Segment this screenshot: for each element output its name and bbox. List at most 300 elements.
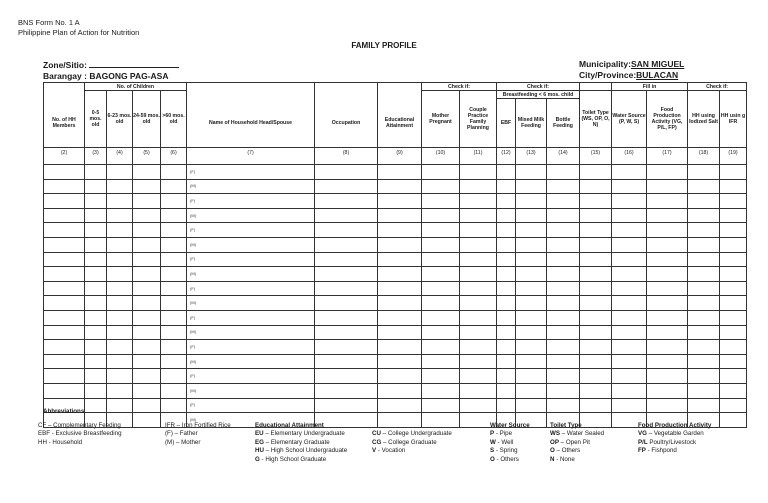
- table-cell[interactable]: [161, 369, 187, 384]
- table-cell[interactable]: [516, 296, 547, 311]
- table-cell[interactable]: [547, 208, 580, 223]
- table-cell[interactable]: [647, 340, 688, 355]
- household-head-cell[interactable]: (M): [187, 413, 315, 428]
- table-cell[interactable]: [133, 252, 161, 267]
- table-cell[interactable]: [688, 354, 720, 369]
- table-cell[interactable]: [315, 354, 378, 369]
- table-cell[interactable]: [44, 383, 85, 398]
- table-cell[interactable]: [161, 398, 187, 413]
- table-cell[interactable]: [378, 281, 422, 296]
- table-cell[interactable]: [612, 340, 647, 355]
- table-cell[interactable]: [720, 413, 747, 428]
- household-head-cell[interactable]: (F): [187, 398, 315, 413]
- table-cell[interactable]: [580, 165, 612, 180]
- table-cell[interactable]: [107, 194, 133, 209]
- table-cell[interactable]: [516, 208, 547, 223]
- table-cell[interactable]: [107, 340, 133, 355]
- table-cell[interactable]: [133, 194, 161, 209]
- table-cell[interactable]: [85, 252, 107, 267]
- table-cell[interactable]: [422, 194, 460, 209]
- table-cell[interactable]: [688, 237, 720, 252]
- table-cell[interactable]: [378, 165, 422, 180]
- table-cell[interactable]: [85, 383, 107, 398]
- table-cell[interactable]: [44, 179, 85, 194]
- table-cell[interactable]: [422, 340, 460, 355]
- table-cell[interactable]: [378, 369, 422, 384]
- table-cell[interactable]: [516, 340, 547, 355]
- table-cell[interactable]: [315, 223, 378, 238]
- table-cell[interactable]: [460, 194, 497, 209]
- table-cell[interactable]: [315, 208, 378, 223]
- table-cell[interactable]: [85, 267, 107, 282]
- table-cell[interactable]: [547, 267, 580, 282]
- table-cell[interactable]: [460, 267, 497, 282]
- table-cell[interactable]: [133, 237, 161, 252]
- table-cell[interactable]: [44, 296, 85, 311]
- table-cell[interactable]: [107, 281, 133, 296]
- table-cell[interactable]: [460, 237, 497, 252]
- table-cell[interactable]: [315, 340, 378, 355]
- table-cell[interactable]: [422, 237, 460, 252]
- table-cell[interactable]: [497, 340, 516, 355]
- table-cell[interactable]: [647, 223, 688, 238]
- table-cell[interactable]: [315, 179, 378, 194]
- table-cell[interactable]: [647, 383, 688, 398]
- table-cell[interactable]: [422, 369, 460, 384]
- table-cell[interactable]: [497, 208, 516, 223]
- table-cell[interactable]: [161, 267, 187, 282]
- table-cell[interactable]: [133, 398, 161, 413]
- table-cell[interactable]: [44, 252, 85, 267]
- table-cell[interactable]: [688, 194, 720, 209]
- table-cell[interactable]: [460, 208, 497, 223]
- table-cell[interactable]: [580, 383, 612, 398]
- table-cell[interactable]: [497, 223, 516, 238]
- household-head-cell[interactable]: (M): [187, 208, 315, 223]
- table-cell[interactable]: [516, 223, 547, 238]
- table-cell[interactable]: [547, 237, 580, 252]
- table-cell[interactable]: [460, 252, 497, 267]
- table-cell[interactable]: [460, 310, 497, 325]
- table-cell[interactable]: [547, 296, 580, 311]
- table-cell[interactable]: [497, 398, 516, 413]
- table-cell[interactable]: [85, 369, 107, 384]
- table-cell[interactable]: [161, 383, 187, 398]
- table-cell[interactable]: [85, 398, 107, 413]
- table-cell[interactable]: [612, 325, 647, 340]
- table-cell[interactable]: [547, 383, 580, 398]
- table-cell[interactable]: [44, 369, 85, 384]
- table-cell[interactable]: [647, 252, 688, 267]
- table-cell[interactable]: [107, 354, 133, 369]
- table-cell[interactable]: [85, 340, 107, 355]
- table-cell[interactable]: [516, 194, 547, 209]
- table-cell[interactable]: [497, 165, 516, 180]
- household-head-cell[interactable]: (F): [187, 165, 315, 180]
- table-cell[interactable]: [378, 208, 422, 223]
- table-cell[interactable]: [422, 281, 460, 296]
- table-cell[interactable]: [460, 165, 497, 180]
- table-cell[interactable]: [720, 194, 747, 209]
- table-cell[interactable]: [688, 296, 720, 311]
- table-cell[interactable]: [107, 310, 133, 325]
- table-cell[interactable]: [612, 179, 647, 194]
- table-cell[interactable]: [85, 165, 107, 180]
- table-cell[interactable]: [378, 252, 422, 267]
- table-cell[interactable]: [720, 208, 747, 223]
- table-cell[interactable]: [107, 165, 133, 180]
- table-cell[interactable]: [315, 296, 378, 311]
- table-cell[interactable]: [107, 208, 133, 223]
- table-cell[interactable]: [720, 354, 747, 369]
- household-head-cell[interactable]: (F): [187, 340, 315, 355]
- table-cell[interactable]: [580, 398, 612, 413]
- table-cell[interactable]: [107, 296, 133, 311]
- table-cell[interactable]: [133, 354, 161, 369]
- table-cell[interactable]: [378, 237, 422, 252]
- table-cell[interactable]: [612, 267, 647, 282]
- table-cell[interactable]: [612, 398, 647, 413]
- table-cell[interactable]: [688, 398, 720, 413]
- table-cell[interactable]: [688, 383, 720, 398]
- table-cell[interactable]: [720, 223, 747, 238]
- table-cell[interactable]: [516, 252, 547, 267]
- table-cell[interactable]: [516, 398, 547, 413]
- table-cell[interactable]: [580, 281, 612, 296]
- table-cell[interactable]: [516, 179, 547, 194]
- table-cell[interactable]: [516, 237, 547, 252]
- table-cell[interactable]: [44, 340, 85, 355]
- table-cell[interactable]: [647, 208, 688, 223]
- table-cell[interactable]: [497, 252, 516, 267]
- table-cell[interactable]: [688, 369, 720, 384]
- table-cell[interactable]: [516, 281, 547, 296]
- table-cell[interactable]: [720, 383, 747, 398]
- household-head-cell[interactable]: (M): [187, 179, 315, 194]
- table-cell[interactable]: [315, 369, 378, 384]
- table-cell[interactable]: [647, 237, 688, 252]
- table-cell[interactable]: [85, 310, 107, 325]
- table-cell[interactable]: [133, 165, 161, 180]
- table-cell[interactable]: [612, 252, 647, 267]
- table-cell[interactable]: [688, 310, 720, 325]
- table-cell[interactable]: [516, 354, 547, 369]
- table-cell[interactable]: [547, 194, 580, 209]
- table-cell[interactable]: [133, 208, 161, 223]
- table-cell[interactable]: [516, 325, 547, 340]
- table-cell[interactable]: [422, 296, 460, 311]
- table-cell[interactable]: [44, 354, 85, 369]
- table-cell[interactable]: [647, 267, 688, 282]
- table-cell[interactable]: [378, 267, 422, 282]
- table-cell[interactable]: [688, 179, 720, 194]
- table-cell[interactable]: [161, 165, 187, 180]
- table-cell[interactable]: [688, 208, 720, 223]
- table-cell[interactable]: [647, 194, 688, 209]
- table-cell[interactable]: [378, 325, 422, 340]
- table-cell[interactable]: [133, 267, 161, 282]
- table-cell[interactable]: [133, 223, 161, 238]
- table-cell[interactable]: [85, 237, 107, 252]
- table-cell[interactable]: [547, 179, 580, 194]
- table-cell[interactable]: [44, 281, 85, 296]
- table-cell[interactable]: [720, 281, 747, 296]
- table-cell[interactable]: [516, 369, 547, 384]
- table-cell[interactable]: [460, 296, 497, 311]
- table-cell[interactable]: [44, 165, 85, 180]
- table-cell[interactable]: [497, 179, 516, 194]
- table-cell[interactable]: [107, 252, 133, 267]
- table-cell[interactable]: [547, 354, 580, 369]
- household-head-cell[interactable]: (F): [187, 281, 315, 296]
- table-cell[interactable]: [85, 223, 107, 238]
- table-cell[interactable]: [315, 165, 378, 180]
- table-cell[interactable]: [497, 194, 516, 209]
- table-cell[interactable]: [161, 194, 187, 209]
- table-cell[interactable]: [647, 369, 688, 384]
- table-cell[interactable]: [720, 325, 747, 340]
- table-cell[interactable]: [85, 325, 107, 340]
- table-cell[interactable]: [378, 296, 422, 311]
- table-cell[interactable]: [422, 179, 460, 194]
- table-cell[interactable]: [422, 325, 460, 340]
- table-cell[interactable]: [422, 223, 460, 238]
- table-cell[interactable]: [460, 369, 497, 384]
- table-cell[interactable]: [107, 267, 133, 282]
- table-cell[interactable]: [161, 252, 187, 267]
- table-cell[interactable]: [688, 165, 720, 180]
- table-cell[interactable]: [161, 340, 187, 355]
- table-cell[interactable]: [133, 383, 161, 398]
- table-cell[interactable]: [516, 267, 547, 282]
- table-cell[interactable]: [44, 208, 85, 223]
- table-cell[interactable]: [612, 237, 647, 252]
- table-cell[interactable]: [422, 413, 460, 428]
- table-cell[interactable]: [133, 179, 161, 194]
- household-head-cell[interactable]: (M): [187, 383, 315, 398]
- table-cell[interactable]: [497, 237, 516, 252]
- household-head-cell[interactable]: (F): [187, 252, 315, 267]
- table-cell[interactable]: [44, 310, 85, 325]
- table-cell[interactable]: [378, 194, 422, 209]
- table-cell[interactable]: [720, 179, 747, 194]
- table-cell[interactable]: [497, 281, 516, 296]
- table-cell[interactable]: [85, 354, 107, 369]
- table-cell[interactable]: [133, 281, 161, 296]
- table-cell[interactable]: [580, 325, 612, 340]
- table-cell[interactable]: [720, 237, 747, 252]
- table-cell[interactable]: [422, 383, 460, 398]
- table-cell[interactable]: [612, 296, 647, 311]
- table-cell[interactable]: [612, 354, 647, 369]
- table-cell[interactable]: [497, 369, 516, 384]
- table-cell[interactable]: [44, 194, 85, 209]
- table-cell[interactable]: [161, 354, 187, 369]
- table-cell[interactable]: [315, 325, 378, 340]
- table-cell[interactable]: [460, 383, 497, 398]
- table-cell[interactable]: [647, 179, 688, 194]
- table-cell[interactable]: [44, 325, 85, 340]
- table-cell[interactable]: [688, 267, 720, 282]
- table-cell[interactable]: [647, 281, 688, 296]
- household-head-cell[interactable]: (F): [187, 194, 315, 209]
- table-cell[interactable]: [580, 194, 612, 209]
- table-cell[interactable]: [497, 383, 516, 398]
- table-cell[interactable]: [161, 237, 187, 252]
- household-head-cell[interactable]: (M): [187, 296, 315, 311]
- table-cell[interactable]: [422, 252, 460, 267]
- table-cell[interactable]: [378, 179, 422, 194]
- table-cell[interactable]: [315, 252, 378, 267]
- table-cell[interactable]: [516, 310, 547, 325]
- table-cell[interactable]: [133, 325, 161, 340]
- table-cell[interactable]: [688, 325, 720, 340]
- table-cell[interactable]: [580, 179, 612, 194]
- table-cell[interactable]: [460, 223, 497, 238]
- table-cell[interactable]: [612, 383, 647, 398]
- table-cell[interactable]: [107, 179, 133, 194]
- table-cell[interactable]: [107, 237, 133, 252]
- table-cell[interactable]: [647, 165, 688, 180]
- table-cell[interactable]: [612, 194, 647, 209]
- table-cell[interactable]: [720, 340, 747, 355]
- table-cell[interactable]: [497, 325, 516, 340]
- table-cell[interactable]: [497, 354, 516, 369]
- table-cell[interactable]: [315, 194, 378, 209]
- table-cell[interactable]: [422, 354, 460, 369]
- table-cell[interactable]: [460, 281, 497, 296]
- table-cell[interactable]: [315, 310, 378, 325]
- table-cell[interactable]: [516, 165, 547, 180]
- table-cell[interactable]: [44, 237, 85, 252]
- table-cell[interactable]: [44, 223, 85, 238]
- household-head-cell[interactable]: (F): [187, 369, 315, 384]
- table-cell[interactable]: [161, 281, 187, 296]
- table-cell[interactable]: [580, 354, 612, 369]
- table-cell[interactable]: [612, 310, 647, 325]
- table-cell[interactable]: [497, 296, 516, 311]
- table-cell[interactable]: [85, 194, 107, 209]
- table-cell[interactable]: [315, 237, 378, 252]
- table-cell[interactable]: [422, 267, 460, 282]
- table-cell[interactable]: [720, 165, 747, 180]
- household-head-cell[interactable]: (F): [187, 223, 315, 238]
- table-cell[interactable]: [647, 310, 688, 325]
- household-head-cell[interactable]: (M): [187, 267, 315, 282]
- table-cell[interactable]: [161, 310, 187, 325]
- table-cell[interactable]: [580, 310, 612, 325]
- table-cell[interactable]: [612, 208, 647, 223]
- table-cell[interactable]: [580, 208, 612, 223]
- table-cell[interactable]: [378, 354, 422, 369]
- table-cell[interactable]: [497, 267, 516, 282]
- table-cell[interactable]: [647, 296, 688, 311]
- table-cell[interactable]: [85, 296, 107, 311]
- zone-input-line[interactable]: [89, 59, 179, 68]
- table-cell[interactable]: [720, 310, 747, 325]
- table-cell[interactable]: [688, 223, 720, 238]
- household-head-cell[interactable]: (M): [187, 237, 315, 252]
- table-cell[interactable]: [547, 281, 580, 296]
- table-cell[interactable]: [460, 179, 497, 194]
- table-cell[interactable]: [720, 252, 747, 267]
- table-cell[interactable]: [460, 354, 497, 369]
- table-cell[interactable]: [378, 340, 422, 355]
- table-cell[interactable]: [378, 398, 422, 413]
- table-cell[interactable]: [580, 223, 612, 238]
- table-cell[interactable]: [85, 208, 107, 223]
- household-head-cell[interactable]: (F): [187, 310, 315, 325]
- table-cell[interactable]: [647, 354, 688, 369]
- table-cell[interactable]: [133, 413, 161, 428]
- table-cell[interactable]: [580, 252, 612, 267]
- table-cell[interactable]: [460, 325, 497, 340]
- table-cell[interactable]: [161, 223, 187, 238]
- table-cell[interactable]: [85, 281, 107, 296]
- table-cell[interactable]: [422, 208, 460, 223]
- household-head-cell[interactable]: (M): [187, 325, 315, 340]
- table-cell[interactable]: [688, 252, 720, 267]
- table-cell[interactable]: [315, 398, 378, 413]
- table-cell[interactable]: [647, 325, 688, 340]
- table-cell[interactable]: [315, 267, 378, 282]
- table-cell[interactable]: [547, 369, 580, 384]
- table-cell[interactable]: [422, 310, 460, 325]
- table-cell[interactable]: [315, 383, 378, 398]
- table-cell[interactable]: [612, 223, 647, 238]
- table-cell[interactable]: [44, 267, 85, 282]
- table-cell[interactable]: [161, 296, 187, 311]
- table-cell[interactable]: [315, 281, 378, 296]
- table-cell[interactable]: [612, 165, 647, 180]
- table-cell[interactable]: [460, 398, 497, 413]
- table-cell[interactable]: [107, 383, 133, 398]
- table-cell[interactable]: [720, 296, 747, 311]
- table-cell[interactable]: [422, 165, 460, 180]
- table-cell[interactable]: [107, 325, 133, 340]
- table-cell[interactable]: [580, 340, 612, 355]
- table-cell[interactable]: [720, 267, 747, 282]
- table-cell[interactable]: [497, 310, 516, 325]
- table-cell[interactable]: [378, 223, 422, 238]
- table-cell[interactable]: [133, 369, 161, 384]
- table-cell[interactable]: [580, 296, 612, 311]
- table-cell[interactable]: [378, 310, 422, 325]
- table-cell[interactable]: [378, 413, 422, 428]
- table-cell[interactable]: [720, 398, 747, 413]
- table-cell[interactable]: [547, 165, 580, 180]
- table-cell[interactable]: [688, 281, 720, 296]
- table-cell[interactable]: [161, 325, 187, 340]
- table-cell[interactable]: [580, 237, 612, 252]
- table-cell[interactable]: [133, 296, 161, 311]
- table-cell[interactable]: [378, 383, 422, 398]
- household-head-cell[interactable]: (M): [187, 354, 315, 369]
- table-cell[interactable]: [516, 383, 547, 398]
- table-cell[interactable]: [580, 369, 612, 384]
- table-cell[interactable]: [688, 340, 720, 355]
- table-cell[interactable]: [580, 267, 612, 282]
- table-cell[interactable]: [612, 369, 647, 384]
- table-cell[interactable]: [107, 398, 133, 413]
- table-cell[interactable]: [547, 398, 580, 413]
- table-cell[interactable]: [161, 179, 187, 194]
- table-cell[interactable]: [612, 281, 647, 296]
- table-cell[interactable]: [547, 223, 580, 238]
- table-cell[interactable]: [647, 398, 688, 413]
- table-cell[interactable]: [422, 398, 460, 413]
- table-cell[interactable]: [107, 223, 133, 238]
